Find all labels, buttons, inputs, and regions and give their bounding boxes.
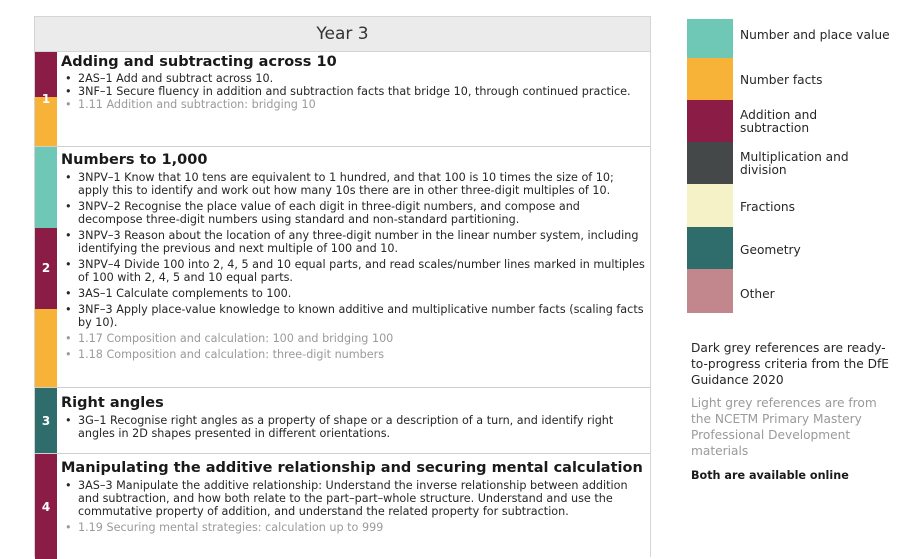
criteria-list — [61, 72, 646, 111]
unit-title: Numbers to 1,000 — [61, 152, 208, 168]
criterion-item: • 3G–1 Recognise right angles as a property of shape or a description of a turn, and identify right angles in 2D shapes presented in different orientations. — [61, 414, 646, 440]
strip-addition-subtraction — [35, 52, 57, 97]
color-swatch — [687, 227, 733, 269]
color-swatch — [687, 142, 733, 184]
unit-4 — [35, 453, 650, 559]
legend-label: Number facts — [740, 73, 823, 87]
criterion-item: • 2AS–1 Add and subtract across 10. — [61, 72, 646, 85]
unit-content — [61, 54, 646, 111]
legend-label: Multiplication and division — [740, 150, 849, 177]
color-swatch — [687, 184, 733, 227]
criteria-list — [61, 414, 646, 440]
strip-number-facts — [35, 309, 57, 388]
unit-title: Manipulating the additive relationship and securing mental calculation — [61, 460, 643, 476]
unit-number: 2 — [41, 260, 51, 275]
color-swatch — [687, 269, 733, 313]
criteria-list — [61, 479, 646, 534]
criterion-item: • 3AS–3 Manipulate the additive relationship: Understand the inverse relationship between addition and subtraction, and how both relate to the part–part–whole structure. Understand and use the commutative property of addition, and understand the related property for subtraction. — [61, 479, 646, 518]
strip-number-place-value — [35, 147, 57, 228]
unit-title: Adding and subtracting across 10 — [61, 54, 337, 70]
unit-content — [61, 395, 646, 440]
color-swatch — [687, 100, 733, 142]
unit-2 — [35, 146, 650, 388]
year-title: Year 3 — [35, 17, 650, 52]
unit-number: 4 — [41, 499, 51, 514]
legend-label: Fractions — [740, 200, 795, 214]
legend-label: Geometry — [740, 243, 801, 257]
legend-label: Other — [740, 287, 775, 301]
light-reference-note: Light grey references are from the NCETM Primary Mastery Professional Development materials — [691, 396, 877, 458]
unit-1 — [35, 52, 650, 146]
legend-label: Number and place value — [740, 28, 890, 42]
color-swatch — [687, 19, 733, 58]
year-3-table — [34, 16, 651, 557]
reference-item: • 1.18 Composition and calculation: three-digit numbers — [61, 348, 646, 361]
reference-item: • 1.11 Addition and subtraction: bridging 10 — [61, 98, 646, 111]
legend-label: Addition and subtraction — [740, 108, 818, 135]
unit-content — [61, 152, 646, 361]
criterion-item: • 3NPV–2 Recognise the place value of each digit in three-digit numbers, and compose and decompose three-digit numbers using standard and non-standard partitioning. — [61, 200, 646, 226]
dark-reference-note: Dark grey references are ready-to-progress criteria from the DfE Guidance 2020 — [691, 341, 889, 387]
criterion-item: • 3NPV–3 Reason about the location of any three-digit number in the linear number system, including identifying the previous and next multiple of 100 and 10. — [61, 229, 646, 255]
reference-item: • 1.17 Composition and calculation: 100 and bridging 100 — [61, 332, 646, 345]
unit-title: Right angles — [61, 395, 164, 411]
unit-number: 3 — [41, 414, 51, 428]
color-swatch — [687, 58, 733, 100]
unit-content — [61, 460, 646, 534]
criterion-item: • 3NPV–4 Divide 100 into 2, 4, 5 and 10 equal parts, and read scales/number lines marked in multiples of 100 with 2, 4, 5 and 10 equal parts. — [61, 258, 646, 284]
criterion-item: • 3NF–1 Secure fluency in addition and subtraction facts that bridge 10, through continued practice. — [61, 85, 646, 98]
unit-3 — [35, 387, 650, 454]
criterion-item: • 3NF–3 Apply place-value knowledge to known additive and multiplicative number facts (scaling facts by 10). — [61, 303, 646, 329]
criteria-list — [61, 171, 646, 361]
online-note: Both are available online — [691, 469, 849, 482]
criterion-item: • 3AS–1 Calculate complements to 100. — [61, 287, 646, 300]
criterion-item: • 3NPV–1 Know that 10 tens are equivalent to 1 hundred, and that 100 is 10 times the size of 10; apply this to identify and work out how many 10s there are in other three-digit multiples of 10. — [61, 171, 646, 197]
reference-item: • 1.19 Securing mental strategies: calculation up to 999 — [61, 521, 646, 534]
unit-number: 1 — [41, 92, 51, 106]
